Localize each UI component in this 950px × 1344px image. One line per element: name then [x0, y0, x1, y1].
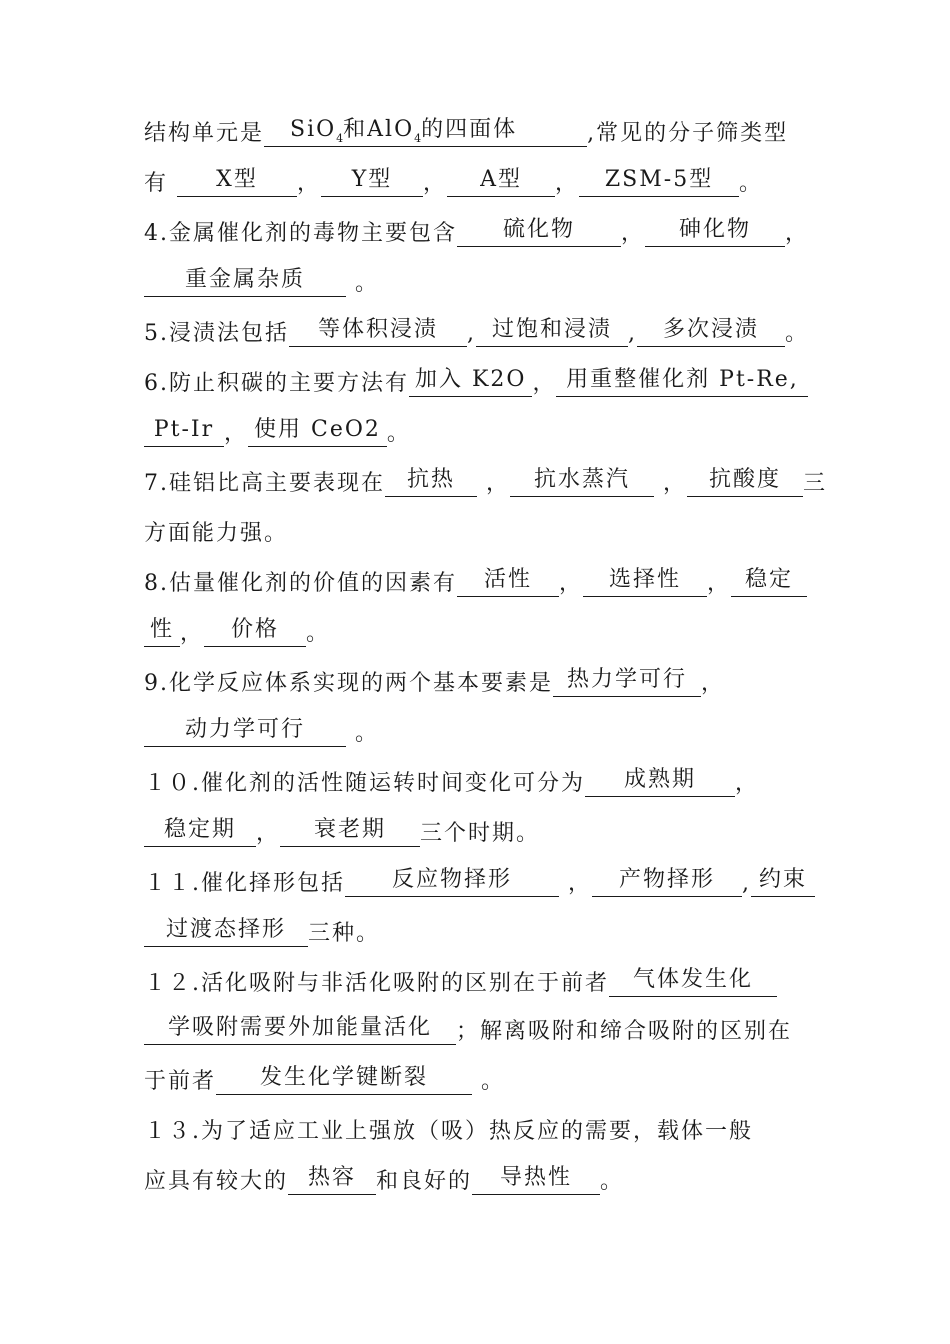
question-text: ， [297, 171, 322, 196]
text-line [144, 364, 808, 404]
answer-blank: 约束 [751, 864, 815, 897]
question-text: ， [256, 821, 281, 846]
answer-blank: 用重整催化剂 Pt-Re, [556, 364, 808, 397]
answer-blank: 砷化物 [645, 214, 785, 247]
answer-blank [264, 114, 587, 147]
answer-blank: 热容 [288, 1162, 376, 1195]
question-text: 。 [472, 1069, 506, 1094]
question-text: １１.催化择形包括 [144, 871, 345, 896]
text-line [144, 1162, 808, 1202]
text-line [144, 1012, 808, 1052]
text-line [144, 264, 808, 304]
question-text: 三种。 [308, 921, 381, 946]
text-line [144, 514, 808, 554]
question-text: １２.活化吸附与非活化吸附的区别在于前者 [144, 971, 609, 996]
answer-blank: A型 [447, 164, 555, 197]
question-text: 5.浸渍法包括 [144, 321, 289, 346]
question-text: 应具有较大的 [144, 1169, 289, 1194]
question-text: ， [559, 871, 592, 896]
text-line [144, 664, 808, 704]
question-text: 三个时期。 [420, 821, 541, 846]
question-text: ， [785, 221, 810, 246]
question-text: 。 [346, 721, 379, 746]
answer-blank: 等体积浸渍 [289, 314, 467, 347]
text-line [144, 614, 808, 654]
question-text: ， [555, 171, 580, 196]
answer-blank: 导热性 [472, 1162, 600, 1195]
answer-blank: 活性 [457, 564, 559, 597]
answer-blank: 抗热 [385, 464, 477, 497]
answer-blank: X型 [177, 164, 297, 197]
answer-blank: 重金属杂质 [144, 264, 346, 297]
text-line [144, 864, 808, 904]
answer-blank: 抗水蒸汽 [510, 464, 654, 497]
answer-blank: Y型 [321, 164, 423, 197]
text-line [144, 464, 828, 504]
question-text: ， [224, 421, 249, 446]
answer-blank: 稳定 [731, 564, 807, 597]
text-line [144, 964, 808, 1004]
question-text: 8.估量催化剂的价值的因素有 [144, 571, 457, 596]
question-text: ， [735, 771, 760, 796]
text-line [144, 114, 808, 154]
question-text: ， [707, 571, 732, 596]
answer-blank: 选择性 [583, 564, 707, 597]
question-text: 和AlO [343, 117, 415, 142]
question-text: ,常见的分子筛类型 [587, 121, 789, 146]
question-text: 。 [785, 321, 810, 346]
subscript: 4 [336, 132, 344, 145]
question-text: 。 [600, 1169, 625, 1194]
text-line [144, 814, 808, 854]
question-text: 。 [739, 171, 764, 196]
answer-blank: 多次浸渍 [637, 314, 785, 347]
question-text: ， [532, 371, 557, 396]
question-text: 和良好的 [376, 1169, 473, 1194]
question-text: １３.为了适应工业上强放（吸）热反应的需要，载体一般 [144, 1119, 753, 1144]
answer-blank: 硫化物 [457, 214, 621, 247]
answer-blank: 使用 CeO2 [248, 414, 387, 447]
question-text: 结构单元是 [144, 121, 265, 146]
answer-blank: 抗酸度 [687, 464, 803, 497]
question-text: 9.化学反应体系实现的两个基本要素是 [144, 671, 553, 696]
question-text: ， [701, 671, 726, 696]
question-text: 方面能力强。 [144, 521, 289, 546]
answer-blank: 发生化学键断裂 [216, 1062, 472, 1095]
answer-blank: 成熟期 [585, 764, 735, 797]
answer-blank: 热力学可行 [553, 664, 701, 697]
question-text: 6.防止积碳的主要方法有 [144, 371, 409, 396]
answer-blank: 学吸附需要外加能量活化 [144, 1012, 456, 1045]
answer-blank: SiO [290, 117, 337, 142]
answer-blank: Pt-Ir [144, 414, 224, 447]
question-text: , [628, 321, 637, 346]
answer-blank: 稳定期 [144, 814, 256, 847]
question-text: ， [423, 171, 448, 196]
answer-blank: 加入 K2O [409, 364, 532, 397]
text-line [144, 214, 808, 254]
text-line [144, 714, 808, 754]
answer-blank: 产物择形 [592, 864, 742, 897]
text-line [144, 764, 808, 804]
text-line [144, 914, 808, 954]
text-line [144, 1112, 808, 1152]
subscript: 4 [414, 132, 422, 145]
answer-blank: 衰老期 [280, 814, 420, 847]
answer-blank: 价格 [204, 614, 306, 647]
answer-blank: 动力学可行 [144, 714, 346, 747]
text-line [144, 564, 808, 604]
question-text: 。 [306, 621, 331, 646]
question-text: 的四面体 [421, 117, 518, 142]
question-text: 4.金属催化剂的毒物主要包含 [144, 221, 457, 246]
question-text: , [467, 321, 476, 346]
answer-blank: 过饱和浸渍 [476, 314, 628, 347]
answer-blank: 过渡态择形 [144, 914, 308, 947]
question-text: 三 [803, 471, 828, 496]
answer-blank: 性 [144, 614, 180, 647]
question-text: ， [180, 621, 205, 646]
question-text: ， [559, 571, 584, 596]
question-text: 7.硅铝比高主要表现在 [144, 471, 385, 496]
question-text: 有 [144, 171, 177, 196]
question-text: , [742, 871, 751, 896]
question-text: 于前者 [144, 1069, 217, 1094]
question-text: １０.催化剂的活性随运转时间变化可分为 [144, 771, 585, 796]
text-line [144, 414, 808, 454]
question-text: ， [477, 471, 510, 496]
question-text: 。 [346, 271, 379, 296]
question-text: ， [654, 471, 687, 496]
question-text: ， [621, 221, 646, 246]
answer-blank: ZSM-5型 [579, 164, 739, 197]
text-line [144, 1062, 808, 1102]
question-text: ；解离吸附和缔合吸附的区别在 [456, 1019, 793, 1044]
answer-blank: 气体发生化 [609, 964, 777, 997]
text-line [144, 164, 808, 204]
answer-blank: 反应物择形 [345, 864, 559, 897]
text-line [144, 314, 808, 354]
question-text: 。 [386, 421, 411, 446]
